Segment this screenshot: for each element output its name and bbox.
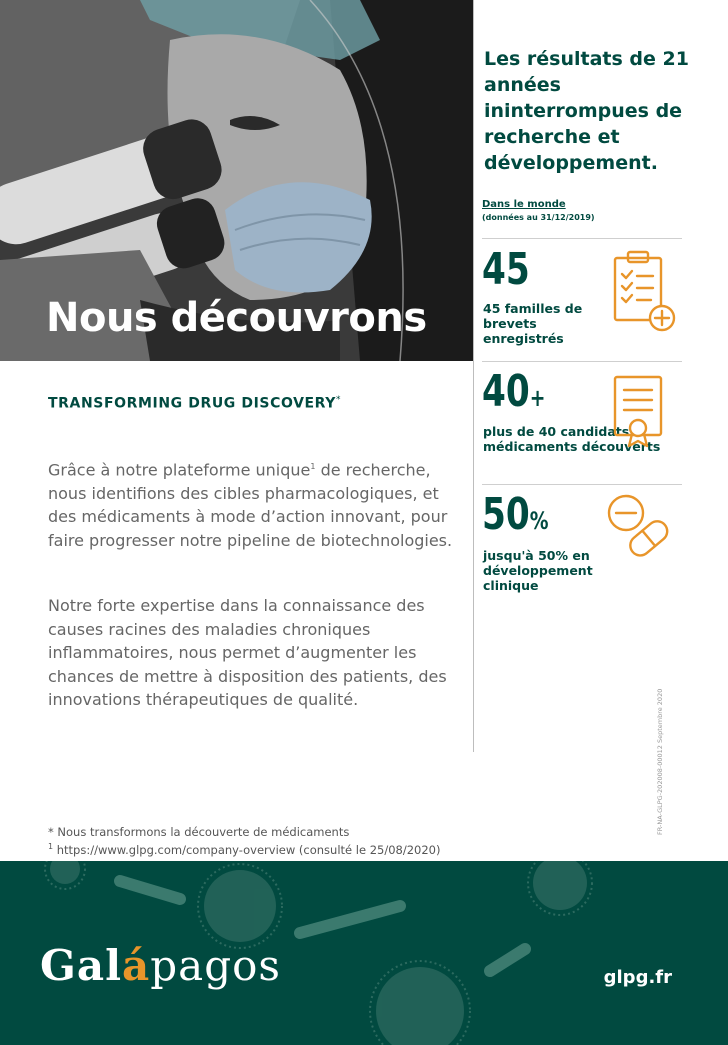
footnote-url: https://www.glpg.com/company-overview (consulté le 25/08/2020) bbox=[53, 842, 441, 857]
stat-number-candidates bbox=[482, 368, 545, 422]
hero-photo bbox=[0, 0, 474, 361]
paragraph-expertise: Notre forte expertise dans la connaissance des causes racines des maladies chroniques inflammatoires, nous permet d’augmenter les chances de mettre à disposition des patients, des innovations thérapeutiques de qualité. bbox=[48, 596, 447, 709]
stat-value: 45 bbox=[482, 244, 530, 295]
logo-text: pagos bbox=[150, 941, 281, 990]
subtitle bbox=[48, 395, 341, 412]
footnote-source bbox=[48, 842, 440, 857]
certificate-icon bbox=[612, 374, 664, 450]
logo-accent: á bbox=[122, 941, 151, 990]
divider bbox=[482, 238, 682, 239]
pills-icon bbox=[606, 493, 672, 563]
stat-text-candidates: plus de 40 candidats médicaments découverts bbox=[483, 424, 661, 454]
footer-banner bbox=[0, 861, 728, 1045]
stat-text-clinical: jusqu'à 50% en développement clinique bbox=[483, 548, 593, 593]
stat-number-clinical bbox=[482, 491, 549, 545]
footnote-ref: 1 bbox=[310, 462, 316, 471]
stat-value: 50 bbox=[482, 489, 530, 540]
stat-suffix: % bbox=[529, 507, 549, 535]
stat-text-patents: 45 familles de brevets enregistrés bbox=[483, 301, 583, 346]
stat-value: 40 bbox=[482, 366, 530, 417]
document-reference: FR-NA-GLPG-202008-00012 Septembre 2020 bbox=[656, 688, 664, 835]
subtitle-footnote-mark: * bbox=[336, 395, 342, 405]
paragraph-text: Grâce à notre plateforme unique bbox=[48, 460, 311, 480]
logo-text: Gal bbox=[40, 941, 123, 990]
divider bbox=[482, 484, 682, 485]
website-link[interactable]: glpg.fr bbox=[603, 967, 672, 988]
stat-number-patents bbox=[482, 246, 530, 300]
hero-title: Nous découvrons bbox=[46, 295, 427, 341]
galapagos-logo bbox=[40, 941, 281, 990]
divider bbox=[482, 361, 682, 362]
clipboard-plus-icon bbox=[610, 250, 680, 335]
side-title: Les résultats de 21 années ininterrompues de recherche et développement. bbox=[484, 48, 689, 174]
column-divider bbox=[473, 0, 474, 752]
stat-suffix: + bbox=[529, 384, 546, 412]
subtitle-text: TRANSFORMING DRUG DISCOVERY bbox=[48, 395, 337, 412]
world-label: Dans le monde bbox=[482, 199, 566, 210]
footnote-translation: * Nous transformons la découverte de médicaments bbox=[48, 825, 350, 839]
world-date: (données au 31/12/2019) bbox=[482, 213, 595, 222]
paragraph-platform bbox=[48, 455, 458, 552]
paragraph-text: de recherche, nous identifions des cibles pharmacologiques, et des médicaments à mode d’action innovant, pour faire progresser notre pipeline de biotechnologies. bbox=[48, 460, 453, 550]
footnote-number: 1 bbox=[48, 842, 54, 851]
